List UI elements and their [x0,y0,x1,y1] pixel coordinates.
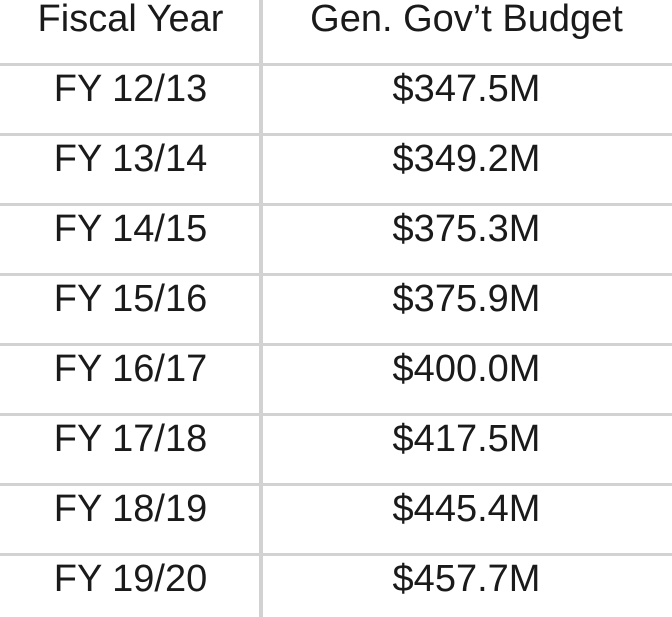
table-header-row [0,0,672,53]
row-divider [0,203,672,206]
fiscal-year-cell: FY 17/18 [53,417,208,460]
budget-cell: $457.7M [392,557,541,600]
row-divider [0,413,672,416]
fiscal-year-cell: FY 18/19 [53,487,208,530]
fiscal-year-cell: FY 16/17 [53,347,208,390]
row-divider [0,63,672,66]
row-divider [0,343,672,346]
budget-cell: $349.2M [392,137,541,180]
fiscal-year-cell: FY 15/16 [53,277,208,320]
row-divider [0,553,672,556]
header-gen-govt-budget: Gen. Gov’t Budget [310,0,623,40]
row-divider [0,133,672,136]
fiscal-year-cell: FY 19/20 [53,557,208,600]
row-divider [0,273,672,276]
fiscal-year-cell: FY 14/15 [53,207,208,250]
row-divider [0,483,672,486]
budget-cell: $375.3M [392,207,541,250]
fiscal-year-cell: FY 13/14 [53,137,208,180]
column-divider [259,0,263,617]
budget-cell: $400.0M [392,347,541,390]
budget-cell: $445.4M [392,487,541,530]
header-fiscal-year: Fiscal Year [37,0,224,40]
budget-cell: $347.5M [392,67,541,110]
budget-cell: $417.5M [392,417,541,460]
fiscal-year-cell: FY 12/13 [53,67,208,110]
budget-cell: $375.9M [392,277,541,320]
